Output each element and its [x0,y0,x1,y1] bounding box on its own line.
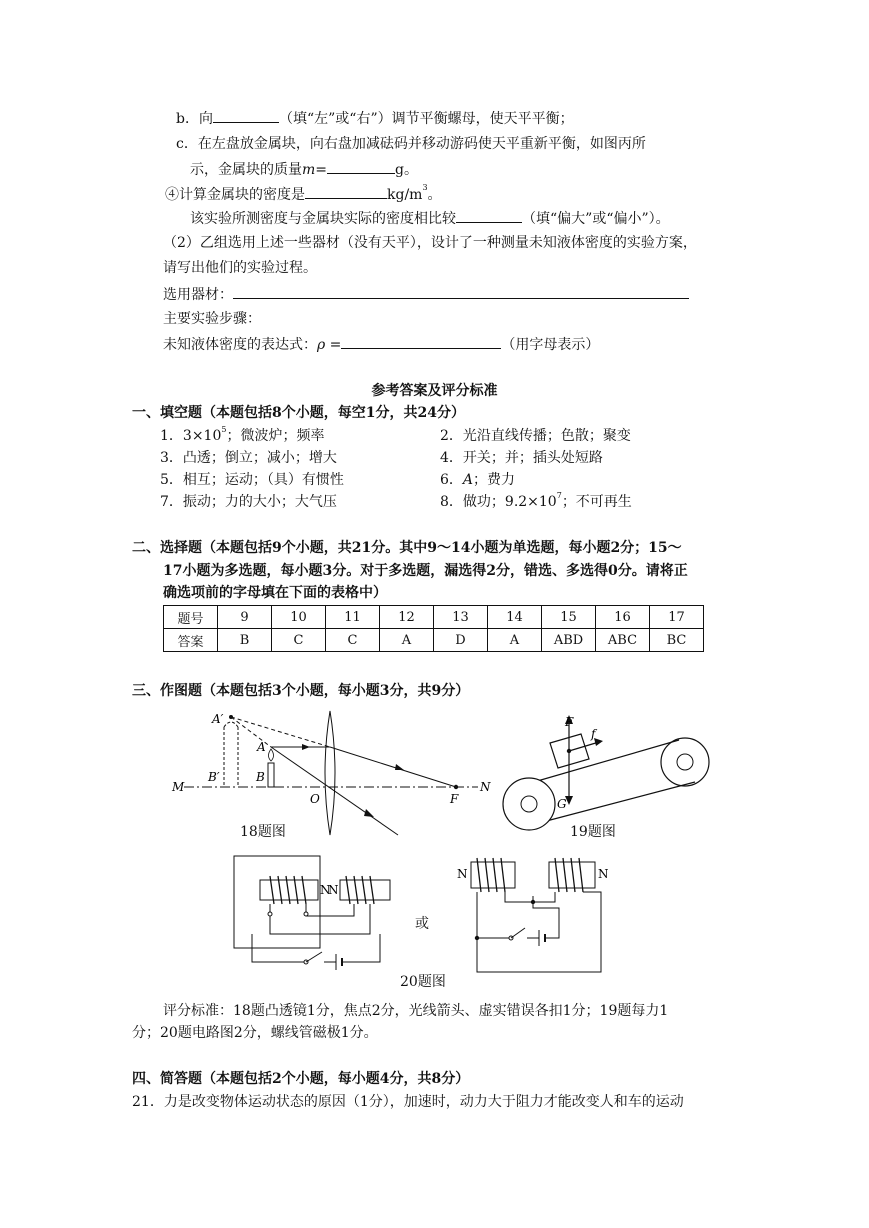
s1-item-5: 5．相互；运动；（具）有惯性 [160,472,344,488]
label-n: N [480,780,491,794]
candle-flame-icon [269,749,274,761]
pole-n-4: N [598,867,609,881]
section4-heading: 四、简答题（本题包括2个小题，每小题4分，共8分） [132,1071,470,1087]
step-c-line2: 示，金属块的质量m= g。 [190,159,418,180]
focal-point [454,785,458,789]
label-a-prime: A′ [212,712,224,726]
label-b-prime: B′ [208,770,220,784]
figure-19-conveyor-diagram [495,712,725,832]
answer-title: 参考答案及评分标准 [371,383,498,399]
figure-20-circuit-right [455,852,615,980]
figure-20-circuit-left [230,852,400,980]
section2-heading-2: 17小题为多选题，每小题3分。对于多选题，漏选得2分，错选、多选得0分。请将正 [163,563,688,579]
table-head-number: 题号 [164,606,218,629]
convex-lens [325,711,335,835]
answer-table [163,605,704,652]
blank-compare [456,208,522,223]
label-force-f: F [565,715,574,729]
figure-18-lens-diagram [160,705,500,845]
score-line-2: 分；20题电路图2分，螺线管磁极1分。 [132,1025,378,1041]
label-b: B [256,770,265,784]
step-4: ④计算金属块的密度是 $kg/m^3$。 [165,183,442,203]
table-cell: 13 [434,606,488,629]
table-cell: A [488,629,542,652]
s1-item-6: 6．A；费力 [440,472,516,488]
section1-heading: 一、填空题（本题包括8个小题，每空1分，共24分） [132,405,465,421]
label-friction: f [591,727,596,741]
right-roller-hub [677,754,693,770]
label-m: M [172,780,185,794]
s1-item-3: 3．凸透；倒立；减小；增大 [160,450,337,466]
table-cell: A [380,629,434,652]
table-cell: ABC [596,629,650,652]
score-line-1: 评分标准：18题凸透镜1分，焦点2分，光线箭头、虚实错误各扣1分；19题每力1 [163,1003,669,1019]
pole-n-3: N [457,867,468,881]
table-row-answers [164,629,704,652]
table-row-numbers [164,606,704,629]
compare-line: 该实验所测密度与金属块实际的密度相比较 （填“偏大”或“偏小”）。 [190,208,670,229]
blank-mass [327,159,395,174]
pole-n-1: N [320,883,331,897]
fig18-caption: 18题图 [240,824,286,840]
table-cell: 17 [650,606,704,629]
table-cell: C [272,629,326,652]
pole-n-2: N [328,883,339,897]
table-cell: 15 [542,606,596,629]
table-head-answer: 答案 [164,629,218,652]
blank-equipment [233,284,689,299]
belt-top [527,740,679,784]
fig20-caption: 20题图 [400,974,446,990]
table-cell: B [218,629,272,652]
table-cell: 14 [488,606,542,629]
left-roller [503,778,555,830]
fig19-caption: 19题图 [570,824,616,840]
table-cell: 11 [326,606,380,629]
q21-answer: 21．力是改变物体运动状态的原因（1分），加速时，动力大于阻力才能改变人和车的运动 [132,1094,684,1110]
label-o: O [310,792,320,806]
label-gravity: G [557,797,567,811]
extension-line-1 [231,717,330,747]
section2-heading-1: 二、选择题（本题包括9个小题，共21分。其中9～14小题为单选题，每小题2分；15～ [132,540,682,556]
s1-item-7: 7．振动；力的大小；大气压 [160,494,337,510]
table-cell: 9 [218,606,272,629]
table-cell: C [326,629,380,652]
blank-expression [341,334,501,349]
or-label: 或 [415,916,429,932]
switch [306,952,322,962]
table-cell: 10 [272,606,326,629]
s1-item-4: 4．开关；并；插头处短路 [440,450,603,466]
section2-heading-3: 确选项前的字母填在下面的表格中） [163,585,387,601]
equipment-line: 选用器材： [163,284,689,305]
switch-2 [511,928,525,938]
step-c-line1: c．在左盘放金属块，向右盘加减砝码并移动游码使天平重新平衡，如图丙所 [176,136,646,152]
right-roller [661,738,709,786]
table-cell: ABD [542,629,596,652]
s1-item-8: 8．做功；$9.2\times 10^7$；不可再生 [440,491,632,510]
expression-line: 未知液体密度的表达式：ρ = （用字母表示） [163,334,599,355]
table-cell: 16 [596,606,650,629]
blank-b [213,108,279,123]
s1-item-1: 1．$3\times 10^5$；微波炉；频率 [160,425,325,444]
table-cell: 12 [380,606,434,629]
s1-item-2: 2．光沿直线传播；色散；聚变 [440,428,631,444]
table-cell: BC [650,629,704,652]
blank-density [305,184,387,199]
part2-line1: （2）乙组选用上述一些器材（没有天平），设计了一种测量未知液体密度的实验方案， [163,235,697,251]
steps-line: 主要实验步骤： [163,311,261,327]
table-cell: D [434,629,488,652]
label-a: A [257,740,266,754]
label-f: F [450,792,459,806]
step-b: b．向 （填“左”或“右”）调节平衡螺母，使天平平衡； [176,108,574,129]
refracted-ray [330,747,456,787]
section3-heading: 三、作图题（本题包括3个小题，每小题3分，共9分） [132,683,470,699]
candle [268,763,274,787]
part2-line2: 请写出他们的实验过程。 [163,260,317,276]
